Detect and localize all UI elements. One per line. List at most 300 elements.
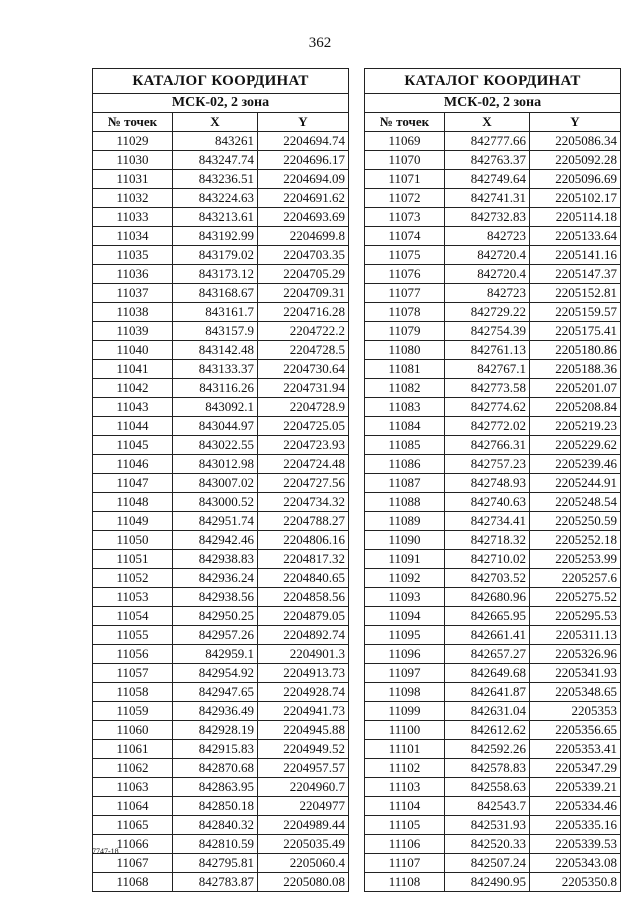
table-title: КАТАЛОГ КООРДИНАТ — [93, 69, 349, 94]
x-coordinate-cell: 842938.83 — [173, 550, 258, 569]
table-row — [93, 740, 349, 759]
table-row — [93, 816, 349, 835]
point-number-cell: 11065 — [93, 816, 173, 835]
x-coordinate-cell: 842772.02 — [445, 417, 530, 436]
y-coordinate-cell: 2204722.2 — [258, 322, 349, 341]
y-coordinate-cell: 2204728.9 — [258, 398, 349, 417]
table-row — [93, 588, 349, 607]
y-coordinate-cell: 2205339.53 — [530, 835, 621, 854]
table-row — [93, 474, 349, 493]
x-coordinate-cell: 842928.19 — [173, 721, 258, 740]
point-number-cell: 11073 — [365, 208, 445, 227]
point-number-cell: 11060 — [93, 721, 173, 740]
table-subtitle: МСК-02, 2 зона — [365, 94, 621, 113]
table-row — [93, 778, 349, 797]
table-row — [365, 360, 621, 379]
y-coordinate-cell: 2204709.31 — [258, 284, 349, 303]
table-row — [365, 208, 621, 227]
table-row — [93, 626, 349, 645]
x-coordinate-cell: 842723 — [445, 284, 530, 303]
y-coordinate-cell: 2205096.69 — [530, 170, 621, 189]
table-row — [93, 398, 349, 417]
point-number-cell: 11061 — [93, 740, 173, 759]
point-number-cell: 11071 — [365, 170, 445, 189]
y-coordinate-cell: 2204730.64 — [258, 360, 349, 379]
y-coordinate-cell: 2204892.74 — [258, 626, 349, 645]
table-row — [365, 246, 621, 265]
point-number-cell: 11090 — [365, 531, 445, 550]
point-number-cell: 11107 — [365, 854, 445, 873]
x-coordinate-cell: 843261 — [173, 132, 258, 151]
point-number-cell: 11050 — [93, 531, 173, 550]
table-row — [365, 531, 621, 550]
coordinate-catalog-table-left — [92, 68, 349, 892]
x-coordinate-cell: 843142.48 — [173, 341, 258, 360]
y-coordinate-cell: 2205335.16 — [530, 816, 621, 835]
point-number-cell: 11104 — [365, 797, 445, 816]
y-coordinate-cell: 2205092.28 — [530, 151, 621, 170]
y-coordinate-cell: 2205341.93 — [530, 664, 621, 683]
x-coordinate-cell: 842680.96 — [445, 588, 530, 607]
y-coordinate-cell: 2204957.57 — [258, 759, 349, 778]
table-row — [93, 341, 349, 360]
y-coordinate-cell: 2204716.28 — [258, 303, 349, 322]
y-coordinate-cell: 2204788.27 — [258, 512, 349, 531]
y-coordinate-cell: 2204960.7 — [258, 778, 349, 797]
point-number-cell: 11105 — [365, 816, 445, 835]
point-number-cell: 11088 — [365, 493, 445, 512]
point-number-cell: 11106 — [365, 835, 445, 854]
x-coordinate-cell: 842754.39 — [445, 322, 530, 341]
point-number-cell: 11072 — [365, 189, 445, 208]
y-coordinate-cell: 2204723.93 — [258, 436, 349, 455]
point-number-cell: 11041 — [93, 360, 173, 379]
x-coordinate-cell: 842774.62 — [445, 398, 530, 417]
y-coordinate-cell: 2204734.32 — [258, 493, 349, 512]
table-row — [365, 854, 621, 873]
point-number-cell: 11035 — [93, 246, 173, 265]
x-coordinate-cell: 842748.93 — [445, 474, 530, 493]
table-row — [93, 797, 349, 816]
y-coordinate-cell: 2205250.59 — [530, 512, 621, 531]
table-row — [93, 683, 349, 702]
point-number-cell: 11039 — [93, 322, 173, 341]
y-coordinate-cell: 2205152.81 — [530, 284, 621, 303]
x-coordinate-cell: 843168.67 — [173, 284, 258, 303]
y-coordinate-cell: 2205201.07 — [530, 379, 621, 398]
point-number-cell: 11059 — [93, 702, 173, 721]
table-row — [93, 303, 349, 322]
y-coordinate-cell: 2205219.23 — [530, 417, 621, 436]
point-number-cell: 11093 — [365, 588, 445, 607]
x-coordinate-cell: 842938.56 — [173, 588, 258, 607]
table-row — [365, 550, 621, 569]
point-number-cell: 11062 — [93, 759, 173, 778]
y-coordinate-cell: 2205253.99 — [530, 550, 621, 569]
table-row — [365, 303, 621, 322]
y-coordinate-cell: 2205102.17 — [530, 189, 621, 208]
x-coordinate-cell: 843173.12 — [173, 265, 258, 284]
table-row — [93, 569, 349, 588]
column-header-y: Y — [258, 113, 349, 132]
x-coordinate-cell: 843224.63 — [173, 189, 258, 208]
table-row — [365, 569, 621, 588]
y-coordinate-cell: 2204699.8 — [258, 227, 349, 246]
table-row — [93, 417, 349, 436]
x-coordinate-cell: 842777.66 — [445, 132, 530, 151]
x-coordinate-cell: 843247.74 — [173, 151, 258, 170]
x-coordinate-cell: 842661.41 — [445, 626, 530, 645]
x-coordinate-cell: 842942.46 — [173, 531, 258, 550]
x-coordinate-cell: 843044.97 — [173, 417, 258, 436]
point-number-cell: 11036 — [93, 265, 173, 284]
x-coordinate-cell: 843007.02 — [173, 474, 258, 493]
point-number-cell: 11066 — [93, 835, 173, 854]
x-coordinate-cell: 842641.87 — [445, 683, 530, 702]
point-number-cell: 11033 — [93, 208, 173, 227]
table-row — [93, 151, 349, 170]
table-row — [93, 132, 349, 151]
point-number-cell: 11044 — [93, 417, 173, 436]
table-row — [93, 284, 349, 303]
x-coordinate-cell: 842936.24 — [173, 569, 258, 588]
point-number-cell: 11063 — [93, 778, 173, 797]
column-header-point-number: № точек — [365, 113, 445, 132]
y-coordinate-cell: 2204977 — [258, 797, 349, 816]
y-coordinate-cell: 2205035.49 — [258, 835, 349, 854]
page-number: 362 — [308, 35, 332, 51]
table-title: КАТАЛОГ КООРДИНАТ — [365, 69, 621, 94]
x-coordinate-cell: 842783.87 — [173, 873, 258, 892]
point-number-cell: 11068 — [93, 873, 173, 892]
table-row — [93, 227, 349, 246]
column-header-y: Y — [530, 113, 621, 132]
table-row — [93, 664, 349, 683]
table-row — [365, 132, 621, 151]
x-coordinate-cell: 842665.95 — [445, 607, 530, 626]
point-number-cell: 11096 — [365, 645, 445, 664]
table-row — [365, 379, 621, 398]
table-row — [93, 854, 349, 873]
x-coordinate-cell: 842951.74 — [173, 512, 258, 531]
table-row — [93, 873, 349, 892]
x-coordinate-cell: 842631.04 — [445, 702, 530, 721]
table-row — [365, 227, 621, 246]
x-coordinate-cell: 842767.1 — [445, 360, 530, 379]
table-row — [365, 455, 621, 474]
point-number-cell: 11079 — [365, 322, 445, 341]
y-coordinate-cell: 2205244.91 — [530, 474, 621, 493]
y-coordinate-cell: 2205133.64 — [530, 227, 621, 246]
x-coordinate-cell: 842915.83 — [173, 740, 258, 759]
y-coordinate-cell: 2204694.09 — [258, 170, 349, 189]
y-coordinate-cell: 2205141.16 — [530, 246, 621, 265]
x-coordinate-cell: 842490.95 — [445, 873, 530, 892]
table-row — [93, 189, 349, 208]
y-coordinate-cell: 2204901.3 — [258, 645, 349, 664]
x-coordinate-cell: 842520.33 — [445, 835, 530, 854]
y-coordinate-cell: 2204945.88 — [258, 721, 349, 740]
table-row — [365, 512, 621, 531]
point-number-cell: 11083 — [365, 398, 445, 417]
x-coordinate-cell: 843161.7 — [173, 303, 258, 322]
table-row — [93, 170, 349, 189]
table-body — [93, 132, 349, 892]
y-coordinate-cell: 2205252.18 — [530, 531, 621, 550]
table-row — [365, 645, 621, 664]
point-number-cell: 11064 — [93, 797, 173, 816]
y-coordinate-cell: 2204817.32 — [258, 550, 349, 569]
x-coordinate-cell: 842720.4 — [445, 265, 530, 284]
x-coordinate-cell: 842773.58 — [445, 379, 530, 398]
point-number-cell: 11037 — [93, 284, 173, 303]
y-coordinate-cell: 2204694.74 — [258, 132, 349, 151]
table-row — [365, 740, 621, 759]
y-coordinate-cell: 2204941.73 — [258, 702, 349, 721]
point-number-cell: 11049 — [93, 512, 173, 531]
point-number-cell: 11100 — [365, 721, 445, 740]
point-number-cell: 11098 — [365, 683, 445, 702]
point-number-cell: 11094 — [365, 607, 445, 626]
x-coordinate-cell: 842612.62 — [445, 721, 530, 740]
y-coordinate-cell: 2204913.73 — [258, 664, 349, 683]
y-coordinate-cell: 2205295.53 — [530, 607, 621, 626]
x-coordinate-cell: 843236.51 — [173, 170, 258, 189]
point-number-cell: 11078 — [365, 303, 445, 322]
x-coordinate-cell: 843133.37 — [173, 360, 258, 379]
point-number-cell: 11053 — [93, 588, 173, 607]
point-number-cell: 11054 — [93, 607, 173, 626]
x-coordinate-cell: 842950.25 — [173, 607, 258, 626]
table-row — [365, 588, 621, 607]
point-number-cell: 11052 — [93, 569, 173, 588]
x-coordinate-cell: 842718.32 — [445, 531, 530, 550]
point-number-cell: 11095 — [365, 626, 445, 645]
point-number-cell: 11103 — [365, 778, 445, 797]
x-coordinate-cell: 842749.64 — [445, 170, 530, 189]
point-number-cell: 11102 — [365, 759, 445, 778]
table-subtitle: МСК-02, 2 зона — [93, 94, 349, 113]
table-row — [365, 759, 621, 778]
table-row — [365, 607, 621, 626]
table-row — [365, 322, 621, 341]
x-coordinate-cell: 842840.32 — [173, 816, 258, 835]
point-number-cell: 11038 — [93, 303, 173, 322]
x-coordinate-cell: 842703.52 — [445, 569, 530, 588]
point-number-cell: 11089 — [365, 512, 445, 531]
x-coordinate-cell: 843213.61 — [173, 208, 258, 227]
y-coordinate-cell: 2205114.18 — [530, 208, 621, 227]
table-row — [93, 721, 349, 740]
table-row — [93, 759, 349, 778]
y-coordinate-cell: 2205343.08 — [530, 854, 621, 873]
y-coordinate-cell: 2204879.05 — [258, 607, 349, 626]
x-coordinate-cell: 842531.93 — [445, 816, 530, 835]
point-number-cell: 11067 — [93, 854, 173, 873]
y-coordinate-cell: 2204727.56 — [258, 474, 349, 493]
y-coordinate-cell: 2205147.37 — [530, 265, 621, 284]
point-number-cell: 11087 — [365, 474, 445, 493]
table-row — [365, 683, 621, 702]
table-row — [93, 208, 349, 227]
x-coordinate-cell: 842507.24 — [445, 854, 530, 873]
x-coordinate-cell: 843116.26 — [173, 379, 258, 398]
point-number-cell: 11029 — [93, 132, 173, 151]
point-number-cell: 11056 — [93, 645, 173, 664]
table-row — [93, 246, 349, 265]
table-row — [365, 721, 621, 740]
table-row — [93, 531, 349, 550]
point-number-cell: 11046 — [93, 455, 173, 474]
y-coordinate-cell: 2204725.05 — [258, 417, 349, 436]
point-number-cell: 11069 — [365, 132, 445, 151]
table-row — [365, 702, 621, 721]
table-row — [365, 436, 621, 455]
table-row — [365, 341, 621, 360]
table-row — [365, 398, 621, 417]
x-coordinate-cell: 843179.02 — [173, 246, 258, 265]
point-number-cell: 11099 — [365, 702, 445, 721]
table-row — [93, 702, 349, 721]
y-coordinate-cell: 2205086.34 — [530, 132, 621, 151]
x-coordinate-cell: 842761.13 — [445, 341, 530, 360]
point-number-cell: 11101 — [365, 740, 445, 759]
x-coordinate-cell: 842954.92 — [173, 664, 258, 683]
y-coordinate-cell: 2205356.65 — [530, 721, 621, 740]
x-coordinate-cell: 842947.65 — [173, 683, 258, 702]
y-coordinate-cell: 2205257.6 — [530, 569, 621, 588]
y-coordinate-cell: 2204949.52 — [258, 740, 349, 759]
x-coordinate-cell: 842936.49 — [173, 702, 258, 721]
table-row — [93, 436, 349, 455]
x-coordinate-cell: 842720.4 — [445, 246, 530, 265]
column-header-x: X — [173, 113, 258, 132]
x-coordinate-cell: 842732.83 — [445, 208, 530, 227]
x-coordinate-cell: 842870.68 — [173, 759, 258, 778]
table-row — [365, 493, 621, 512]
y-coordinate-cell: 2205239.46 — [530, 455, 621, 474]
point-number-cell: 11074 — [365, 227, 445, 246]
x-coordinate-cell: 843012.98 — [173, 455, 258, 474]
point-number-cell: 11034 — [93, 227, 173, 246]
point-number-cell: 11085 — [365, 436, 445, 455]
point-number-cell: 11043 — [93, 398, 173, 417]
point-number-cell: 11076 — [365, 265, 445, 284]
point-number-cell: 11092 — [365, 569, 445, 588]
point-number-cell: 11030 — [93, 151, 173, 170]
x-coordinate-cell: 842766.31 — [445, 436, 530, 455]
point-number-cell: 11055 — [93, 626, 173, 645]
y-coordinate-cell: 2205347.29 — [530, 759, 621, 778]
table-row — [365, 151, 621, 170]
x-coordinate-cell: 842740.63 — [445, 493, 530, 512]
y-coordinate-cell: 2204840.65 — [258, 569, 349, 588]
point-number-cell: 11048 — [93, 493, 173, 512]
table-row — [365, 265, 621, 284]
x-coordinate-cell: 843192.99 — [173, 227, 258, 246]
x-coordinate-cell: 842657.27 — [445, 645, 530, 664]
y-coordinate-cell: 2205175.41 — [530, 322, 621, 341]
x-coordinate-cell: 842734.41 — [445, 512, 530, 531]
point-number-cell: 11057 — [93, 664, 173, 683]
y-coordinate-cell: 2205159.57 — [530, 303, 621, 322]
table-row — [365, 778, 621, 797]
x-coordinate-cell: 843092.1 — [173, 398, 258, 417]
y-coordinate-cell: 2204928.74 — [258, 683, 349, 702]
y-coordinate-cell: 2204728.5 — [258, 341, 349, 360]
point-number-cell: 11077 — [365, 284, 445, 303]
x-coordinate-cell: 843000.52 — [173, 493, 258, 512]
point-number-cell: 11070 — [365, 151, 445, 170]
column-header-x: X — [445, 113, 530, 132]
point-number-cell: 11040 — [93, 341, 173, 360]
table-row — [93, 379, 349, 398]
y-coordinate-cell: 2205180.86 — [530, 341, 621, 360]
y-coordinate-cell: 2205348.65 — [530, 683, 621, 702]
y-coordinate-cell: 2205188.36 — [530, 360, 621, 379]
y-coordinate-cell: 2205326.96 — [530, 645, 621, 664]
document-code: 7747-18 — [92, 847, 119, 856]
table-row — [365, 284, 621, 303]
table-row — [93, 550, 349, 569]
y-coordinate-cell: 2204724.48 — [258, 455, 349, 474]
y-coordinate-cell: 2205350.8 — [530, 873, 621, 892]
x-coordinate-cell: 842863.95 — [173, 778, 258, 797]
table-row — [93, 265, 349, 284]
y-coordinate-cell: 2204858.56 — [258, 588, 349, 607]
x-coordinate-cell: 842810.59 — [173, 835, 258, 854]
point-number-cell: 11042 — [93, 379, 173, 398]
table-row — [365, 189, 621, 208]
table-row — [93, 360, 349, 379]
table-row — [93, 607, 349, 626]
y-coordinate-cell: 2204806.16 — [258, 531, 349, 550]
table-row — [365, 664, 621, 683]
x-coordinate-cell: 842649.68 — [445, 664, 530, 683]
table-row — [93, 322, 349, 341]
x-coordinate-cell: 842710.02 — [445, 550, 530, 569]
point-number-cell: 11075 — [365, 246, 445, 265]
x-coordinate-cell: 842741.31 — [445, 189, 530, 208]
x-coordinate-cell: 842959.1 — [173, 645, 258, 664]
table-row — [365, 417, 621, 436]
y-coordinate-cell: 2204693.69 — [258, 208, 349, 227]
y-coordinate-cell: 2205060.4 — [258, 854, 349, 873]
x-coordinate-cell: 842850.18 — [173, 797, 258, 816]
y-coordinate-cell: 2205275.52 — [530, 588, 621, 607]
x-coordinate-cell: 842578.83 — [445, 759, 530, 778]
point-number-cell: 11108 — [365, 873, 445, 892]
y-coordinate-cell: 2205334.46 — [530, 797, 621, 816]
x-coordinate-cell: 842957.26 — [173, 626, 258, 645]
x-coordinate-cell: 842543.7 — [445, 797, 530, 816]
y-coordinate-cell: 2204731.94 — [258, 379, 349, 398]
y-coordinate-cell: 2204705.29 — [258, 265, 349, 284]
coordinate-catalog-table-right — [364, 68, 621, 892]
point-number-cell: 11086 — [365, 455, 445, 474]
table-row — [365, 835, 621, 854]
table-row — [365, 797, 621, 816]
y-coordinate-cell: 2204691.62 — [258, 189, 349, 208]
y-coordinate-cell: 2204703.35 — [258, 246, 349, 265]
table-row — [93, 835, 349, 854]
point-number-cell: 11045 — [93, 436, 173, 455]
y-coordinate-cell: 2205080.08 — [258, 873, 349, 892]
x-coordinate-cell: 842723 — [445, 227, 530, 246]
x-coordinate-cell: 843157.9 — [173, 322, 258, 341]
table-row — [93, 512, 349, 531]
table-row — [365, 626, 621, 645]
